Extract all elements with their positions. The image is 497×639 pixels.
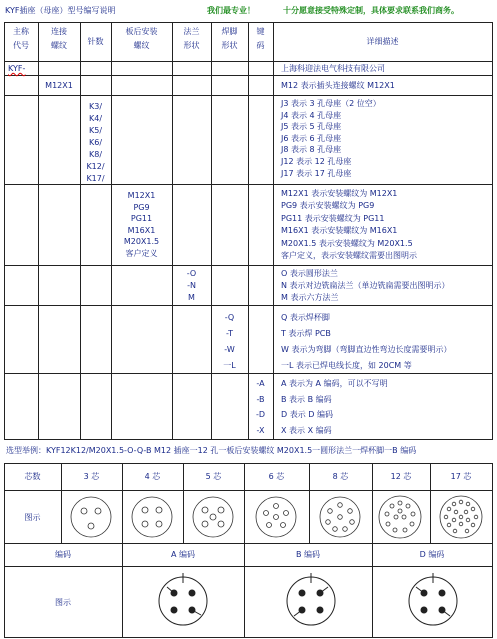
slogan-professional: 我们最专业！ <box>207 6 255 15</box>
header-detail: 详细描述 <box>366 37 399 46</box>
codes-pins: K3/ K4/ K5/ K6/ K8/ K12/ K17/ <box>86 102 105 183</box>
desc-solder: Q 表示焊杯脚 T 表示焊 PCB W 表示为弯脚（弯脚直边性弯边长度需要明示） 一L 表示已焊电线长度，如 20CM 等 <box>281 313 452 370</box>
codes-flange: -O -N M <box>186 269 197 302</box>
table-line <box>80 22 81 439</box>
core-4: 4 芯 <box>144 472 161 481</box>
header-conn-thread: 连接 螺纹 <box>51 27 67 50</box>
label-cores: 芯数 <box>24 472 41 481</box>
key-b-diagram-icon <box>287 573 335 625</box>
codes-solder: -Q -T -W 一L <box>223 313 236 370</box>
core-12: 12 芯 <box>390 472 412 481</box>
desc-m12: M12 表示插头连接螺纹 M12X1 <box>281 81 395 90</box>
key-d-diagram-icon <box>409 573 457 625</box>
header-flange: 法兰 形状 <box>183 27 200 50</box>
table-line <box>4 463 493 464</box>
header-main-code: 主称 代号 <box>13 27 29 50</box>
desc-pins: J3 表示 3 孔母座（2 位空） J4 表示 4 孔母座 J5 表示 5 孔母座 J6 表示 6 孔母座 J8 表示 8 孔母座 J12 表示 12 孔母座 J17 表示 17 孔母座 <box>281 99 381 178</box>
table-line <box>273 22 274 439</box>
header-pin-count: 针数 <box>87 37 104 46</box>
core-8: 8 芯 <box>332 472 349 481</box>
socket-6-core-icon <box>256 497 296 537</box>
table-line <box>172 22 173 439</box>
label-core-diagram: 图示 <box>24 513 41 522</box>
table-line <box>4 439 493 440</box>
code-kyf: KYF- <box>8 64 26 73</box>
socket-4-core-icon <box>132 497 172 537</box>
desc-panel-thread: M12X1 表示安装螺纹为 M12X1 PG9 表示安装螺纹为 PG9 PG11 表示安装螺纹为 PG11 M16X1 表示安装螺纹为 M16X1 M20X1.5 表示安装螺纹为 M20X1.5 客户定义，表示安装螺纹需要出图明示 <box>281 189 417 261</box>
key-a: A 编码 <box>170 550 195 559</box>
socket-5-core-icon <box>193 497 233 537</box>
desc-flange: O 表示圆形法兰 N 表示对边铣扁法兰（单边铣扁需要出图明示） M 表示六方法兰 <box>281 269 450 302</box>
key-coding-diagrams <box>122 567 493 637</box>
codes-key: -A -B -D -X <box>255 379 266 435</box>
core-3: 3 芯 <box>83 472 100 481</box>
core-17: 17 芯 <box>450 472 472 481</box>
label-key-diagram: 图示 <box>55 598 71 607</box>
example-text: 选型举例：KYF12K12/M20X1.5-O-Q-B M12 插座一12 孔一板后安装螺纹 M20X1.5一圆形法兰一焊杯脚一B 编码 <box>6 446 417 455</box>
socket-3-core-icon <box>71 497 111 537</box>
key-a-diagram-icon <box>159 573 207 625</box>
key-b: B 编码 <box>295 550 321 559</box>
desc-key: A 表示为 A 编码，可以不写明 B 表示 B 编码 D 表示 D 编码 X 表示 X 编码 <box>281 379 388 435</box>
header-key: 键 码 <box>256 27 265 50</box>
key-d: D 编码 <box>419 550 445 559</box>
codes-panel-thread: M12X1 PG9 PG11 M16X1 M20X1.5 客户定义 <box>123 191 160 258</box>
header-panel-thread: 板后安装 螺纹 <box>125 27 158 50</box>
slogan-custom: 十分愿意接受特殊定制，具体要求联系我们商务。 <box>283 6 459 15</box>
table-line <box>4 22 5 439</box>
core-5: 5 芯 <box>205 472 222 481</box>
socket-17-core-icon <box>440 496 482 538</box>
core-pin-diagrams <box>61 491 493 543</box>
table-line <box>211 22 212 439</box>
desc-kyf: 上海科迎法电气科技有限公司 <box>281 64 385 73</box>
core-6: 6 芯 <box>268 472 285 481</box>
table-line <box>492 22 493 439</box>
socket-8-core-icon <box>320 497 360 537</box>
socket-12-core-icon <box>379 496 421 538</box>
table-line <box>4 543 493 544</box>
page-title: KYF插座（母座）型号编写说明 <box>5 6 116 15</box>
code-m12: M12X1 <box>45 81 73 90</box>
header-solder: 焊脚 形状 <box>221 27 238 50</box>
label-key: 编码 <box>55 550 71 559</box>
table-line <box>4 637 493 638</box>
